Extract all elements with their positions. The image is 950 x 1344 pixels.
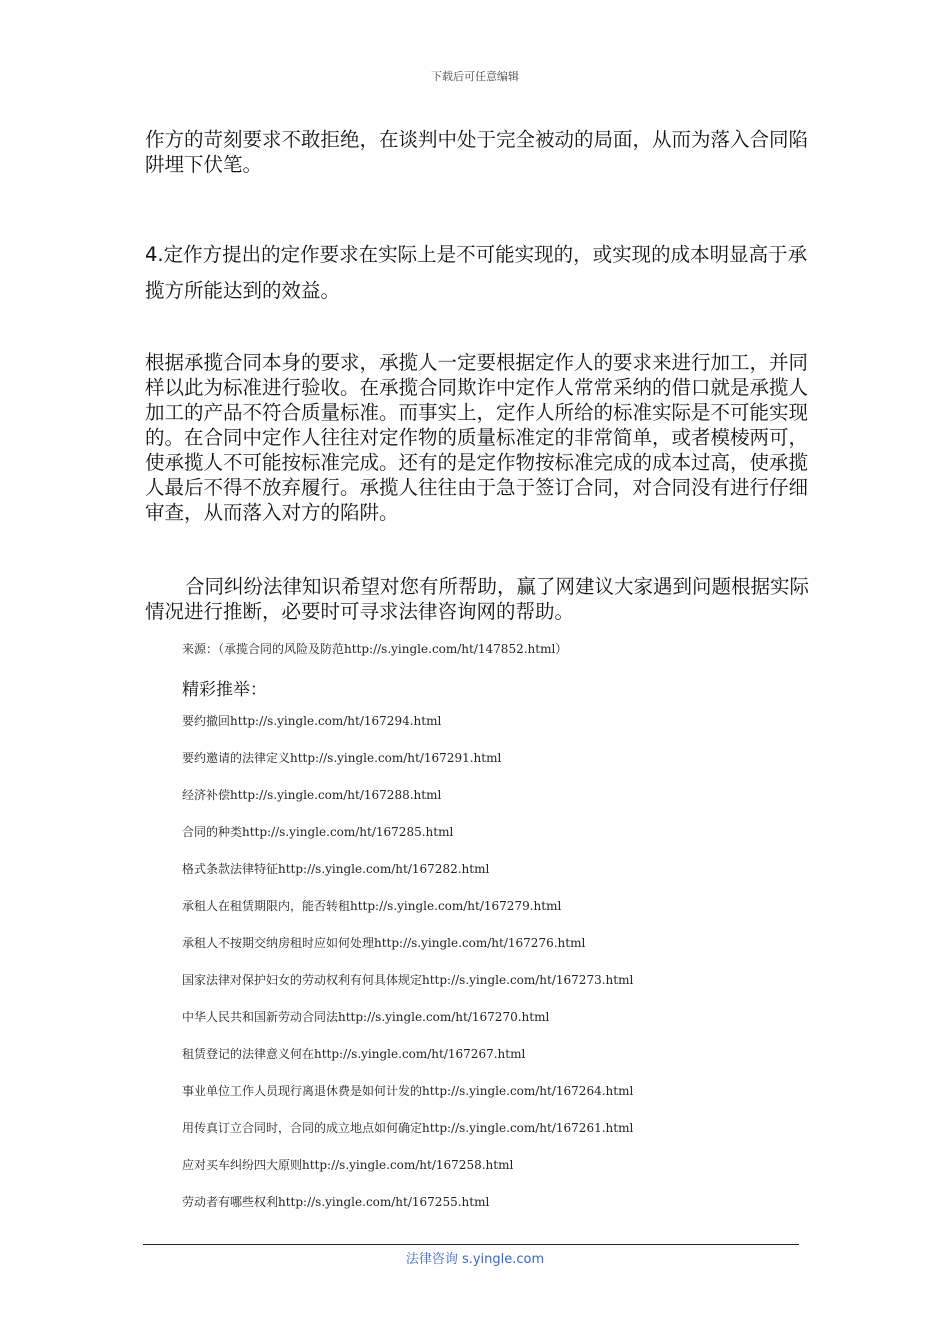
recommend-link[interactable]: 合同的种类http://s.yingle.com/ht/167285.html — [182, 825, 454, 839]
recommend-link[interactable]: 国家法律对保护妇女的劳动权利有何具体规定http://s.yingle.com/ht/167273.html — [182, 973, 634, 987]
recommend-link[interactable]: 承租人不按期交纳房租时应如何处理http://s.yingle.com/ht/167276.html — [182, 936, 586, 950]
recommend-link[interactable]: 要约邀请的法律定义http://s.yingle.com/ht/167291.html — [182, 751, 502, 765]
recommend-link[interactable]: 承租人在租赁期限内，能否转租http://s.yingle.com/ht/167279.html — [182, 899, 562, 913]
footer-divider — [143, 1244, 799, 1245]
paragraph-text: 根据承揽合同本身的要求，承揽人一定要根据定作人的要求来进行加工，并同样以此为标准进行验收。在承揽合同欺诈中定作人常常采纳的借口就是承揽人加工的产品不符合质量标准。而事实上，定作人所给的标准实际是不可能实现的。在合同中定作人往往对定作物的质量标准定的非常简单，或者模棱两可，使承揽人不可能按标准完成。还有的是定作物按标准完成的成本过高，使承揽人最后不得不放弃履行。承揽人往往由于急于签订合同，对合同没有进行仔细审查，从而落入对方的陷阱。 — [145, 351, 809, 524]
recommend-title: 精彩推举： — [182, 680, 267, 700]
recommend-link[interactable]: 劳动者有哪些权利http://s.yingle.com/ht/167255.html — [182, 1195, 490, 1209]
paragraph-text: 作方的苛刻要求不敢拒绝，在谈判中处于完全被动的局面，从而为落入合同陷阱埋下伏笔。 — [145, 128, 809, 176]
recommend-link[interactable]: 要约撤回http://s.yingle.com/ht/167294.html — [182, 714, 442, 728]
recommend-list — [182, 712, 822, 1230]
source-line[interactable]: 来源：（承揽合同的风险及防范http://s.yingle.com/ht/147852.html） — [182, 642, 568, 656]
recommend-link[interactable]: 应对买车纠纷四大原则http://s.yingle.com/ht/167258.html — [182, 1158, 514, 1172]
recommend-link[interactable]: 用传真订立合同时，合同的成立地点如何确定http://s.yingle.com/ht/167261.html — [182, 1121, 634, 1135]
paragraph-continued — [145, 127, 810, 177]
recommend-link[interactable]: 租赁登记的法律意义何在http://s.yingle.com/ht/167267.html — [182, 1047, 526, 1061]
paragraph-main — [145, 350, 810, 525]
paragraph-text: 4.定作方提出的定作要求在实际上是不可能实现的，或实现的成本明显高于承揽方所能达到的效益。 — [145, 243, 808, 302]
recommend-link[interactable]: 经济补偿http://s.yingle.com/ht/167288.html — [182, 788, 442, 802]
recommend-link[interactable]: 中华人民共和国新劳动合同法http://s.yingle.com/ht/167270.html — [182, 1010, 550, 1024]
header-note: 下载后可任意编辑 — [431, 70, 519, 83]
paragraph-closing — [145, 574, 810, 624]
paragraph-text: 合同纠纷法律知识希望对您有所帮助，赢了网建议大家遇到问题根据实际情况进行推断，必要时可寻求法律咨询网的帮助。 — [145, 575, 810, 623]
recommend-link[interactable]: 格式条款法律特征http://s.yingle.com/ht/167282.html — [182, 862, 490, 876]
recommend-link[interactable]: 事业单位工作人员现行离退休费是如何计发的http://s.yingle.com/ht/167264.html — [182, 1084, 634, 1098]
paragraph-heading-4 — [145, 237, 810, 309]
footer-link[interactable]: 法律咨询 s.yingle.com — [405, 1252, 545, 1267]
